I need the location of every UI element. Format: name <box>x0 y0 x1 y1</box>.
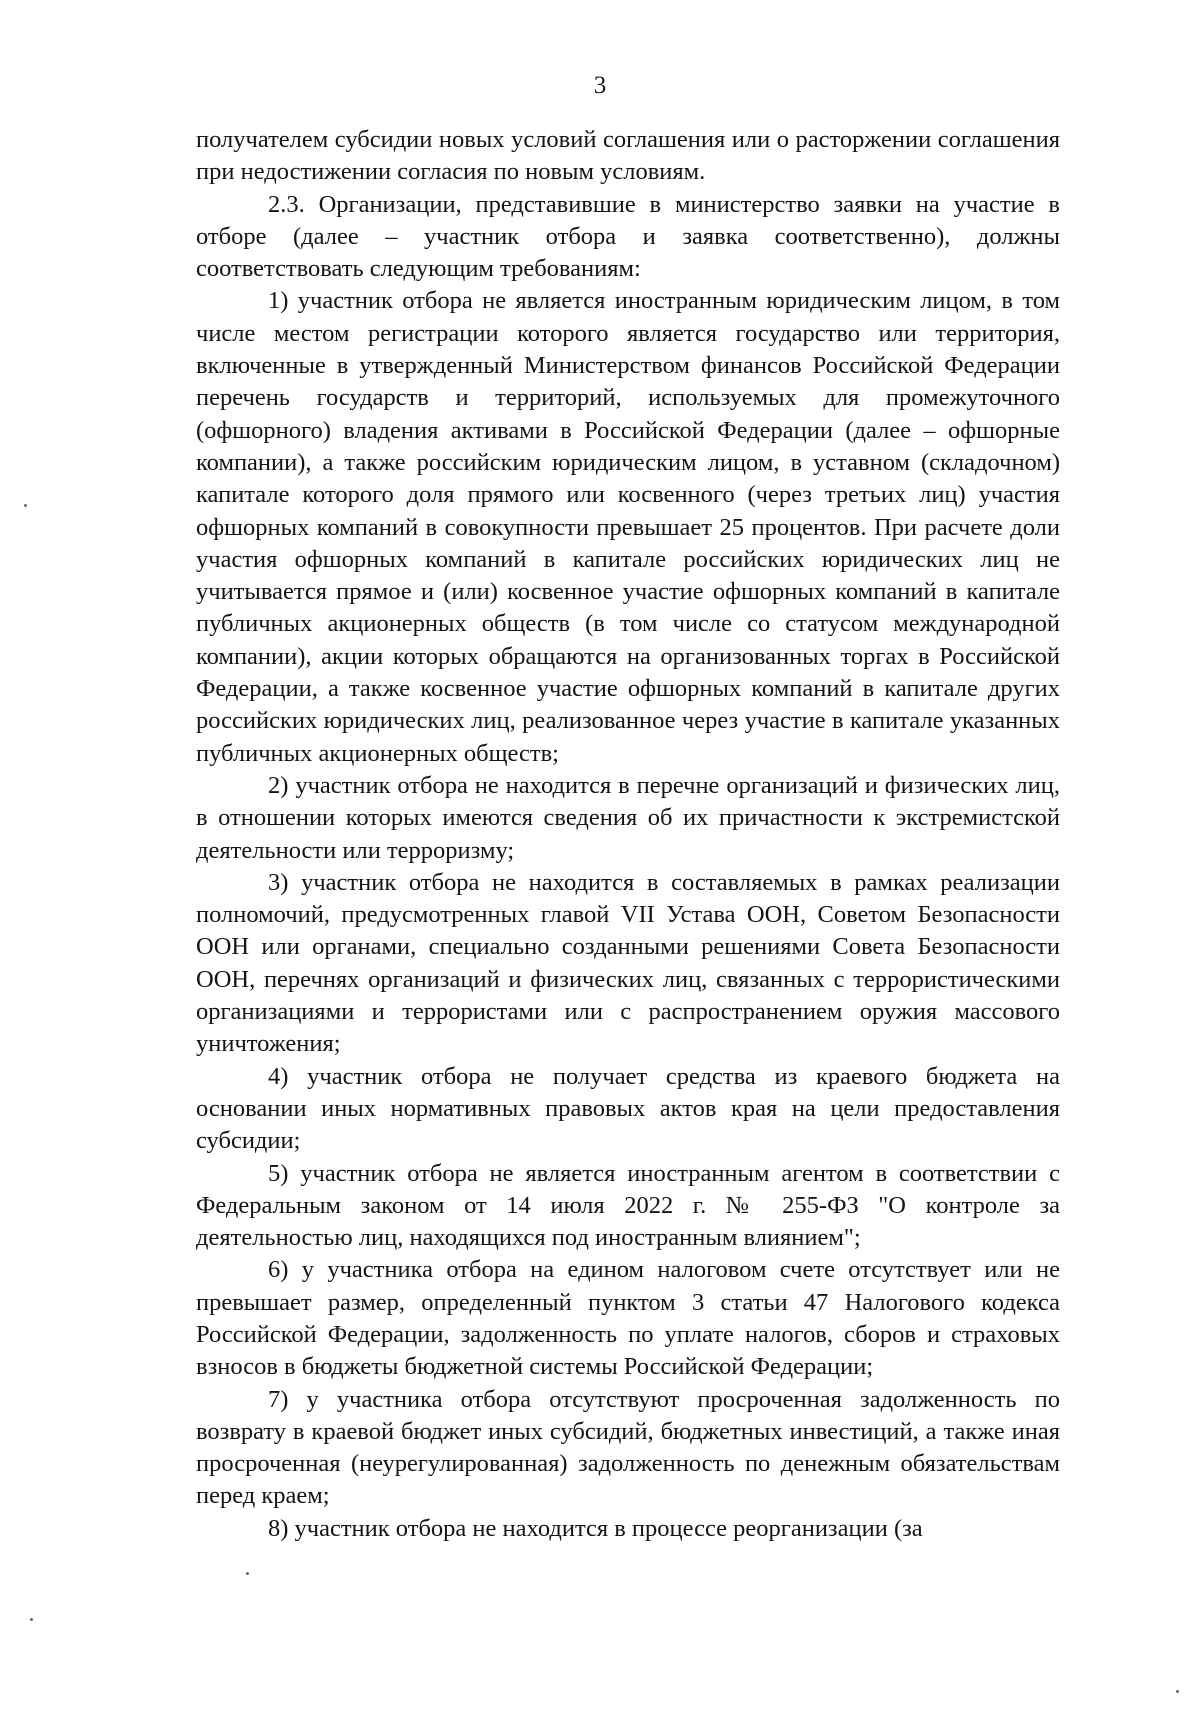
scan-speck <box>24 504 27 507</box>
requirement-item-1: 1) участник отбора не является иностранным юридическим лицом, в том числе местом регистрации которого является государство или территория, включенные в утвержденный Министерством финансов Российской Федерации перечень государств и территорий, используемых для промежуточного (офшорного) владения активами в Российской Федерации (далее – офшорные компании), а также российским юридическим лицом, в уставном (складочном) капитале которого доля прямого или косвенного (через третьих лиц) участия офшорных компаний в совокупности превышает 25 процентов. При расчете доли участия офшорных компаний в капитале российских юридических лиц не учитывается прямое и (или) косвенное участие офшорных компаний в капитале публичных акционерных обществ (в том числе со статусом международной компании), акции которых обращаются на организованных торгах в Российской Федерации, а также косвенное участие офшорных компаний в капитале других российских юридических лиц, реализованное через участие в капитале указанных публичных акционерных обществ; <box>196 287 1060 767</box>
scan-speck <box>1176 1690 1179 1693</box>
requirement-item-6: 6) у участника отбора на едином налоговом счете отсутствует или не превышает размер, определенный пунктом 3 статьи 47 Налогового кодекса Российской Федерации, задолженность по уплате налогов, сборов и страховых взносов в бюджеты бюджетной системы Российской Федерации; <box>196 1256 1060 1381</box>
page-number: 3 <box>593 72 607 99</box>
document-body <box>196 124 1060 1545</box>
requirement-item-3: 3) участник отбора не находится в составляемых в рамках реализации полномочий, предусмотренных главой VII Устава ООН, Советом Безопасности ООН или органами, специально созданными решениями Совета Безопасности ООН, перечнях организаций и физических лиц, связанных с террористическими организациями и террористами или с распространением оружия массового уничтожения; <box>196 868 1060 1058</box>
requirement-item-7: 7) у участника отбора отсутствуют просроченная задолженность по возврату в краевой бюджет иных субсидий, бюджетных инвестиций, а также иная просроченная (неурегулированная) задолженность по денежным обязательствам перед краем; <box>196 1385 1060 1510</box>
requirement-item-4: 4) участник отбора не получает средства из краевого бюджета на основании иных нормативных правовых актов края на цели предоставления субсидии; <box>196 1062 1060 1155</box>
paragraph-continuation: получателем субсидии новых условий соглашения или о расторжении соглашения при недостижении согласия по новым условиям. <box>196 126 1060 186</box>
paragraph-2-3: 2.3. Организации, представившие в министерство заявки на участие в отборе (далее – участник отбора и заявка соответственно), должны соответствовать следующим требованиям: <box>196 190 1060 283</box>
scan-speck <box>30 1618 33 1621</box>
requirement-item-8: 8) участник отбора не находится в процессе реорганизации (за <box>268 1514 923 1542</box>
requirement-item-5: 5) участник отбора не является иностранным агентом в соответствии с Федеральным законом от 14 июля 2022 г. № 255-ФЗ "О контроле за деятельностью лиц, находящихся под иностранным влиянием"; <box>196 1159 1060 1252</box>
requirement-item-2: 2) участник отбора не находится в перечне организаций и физических лиц, в отношении которых имеются сведения об их причастности к экстремистской деятельности или терроризму; <box>196 771 1060 864</box>
scan-speck <box>246 1572 249 1575</box>
